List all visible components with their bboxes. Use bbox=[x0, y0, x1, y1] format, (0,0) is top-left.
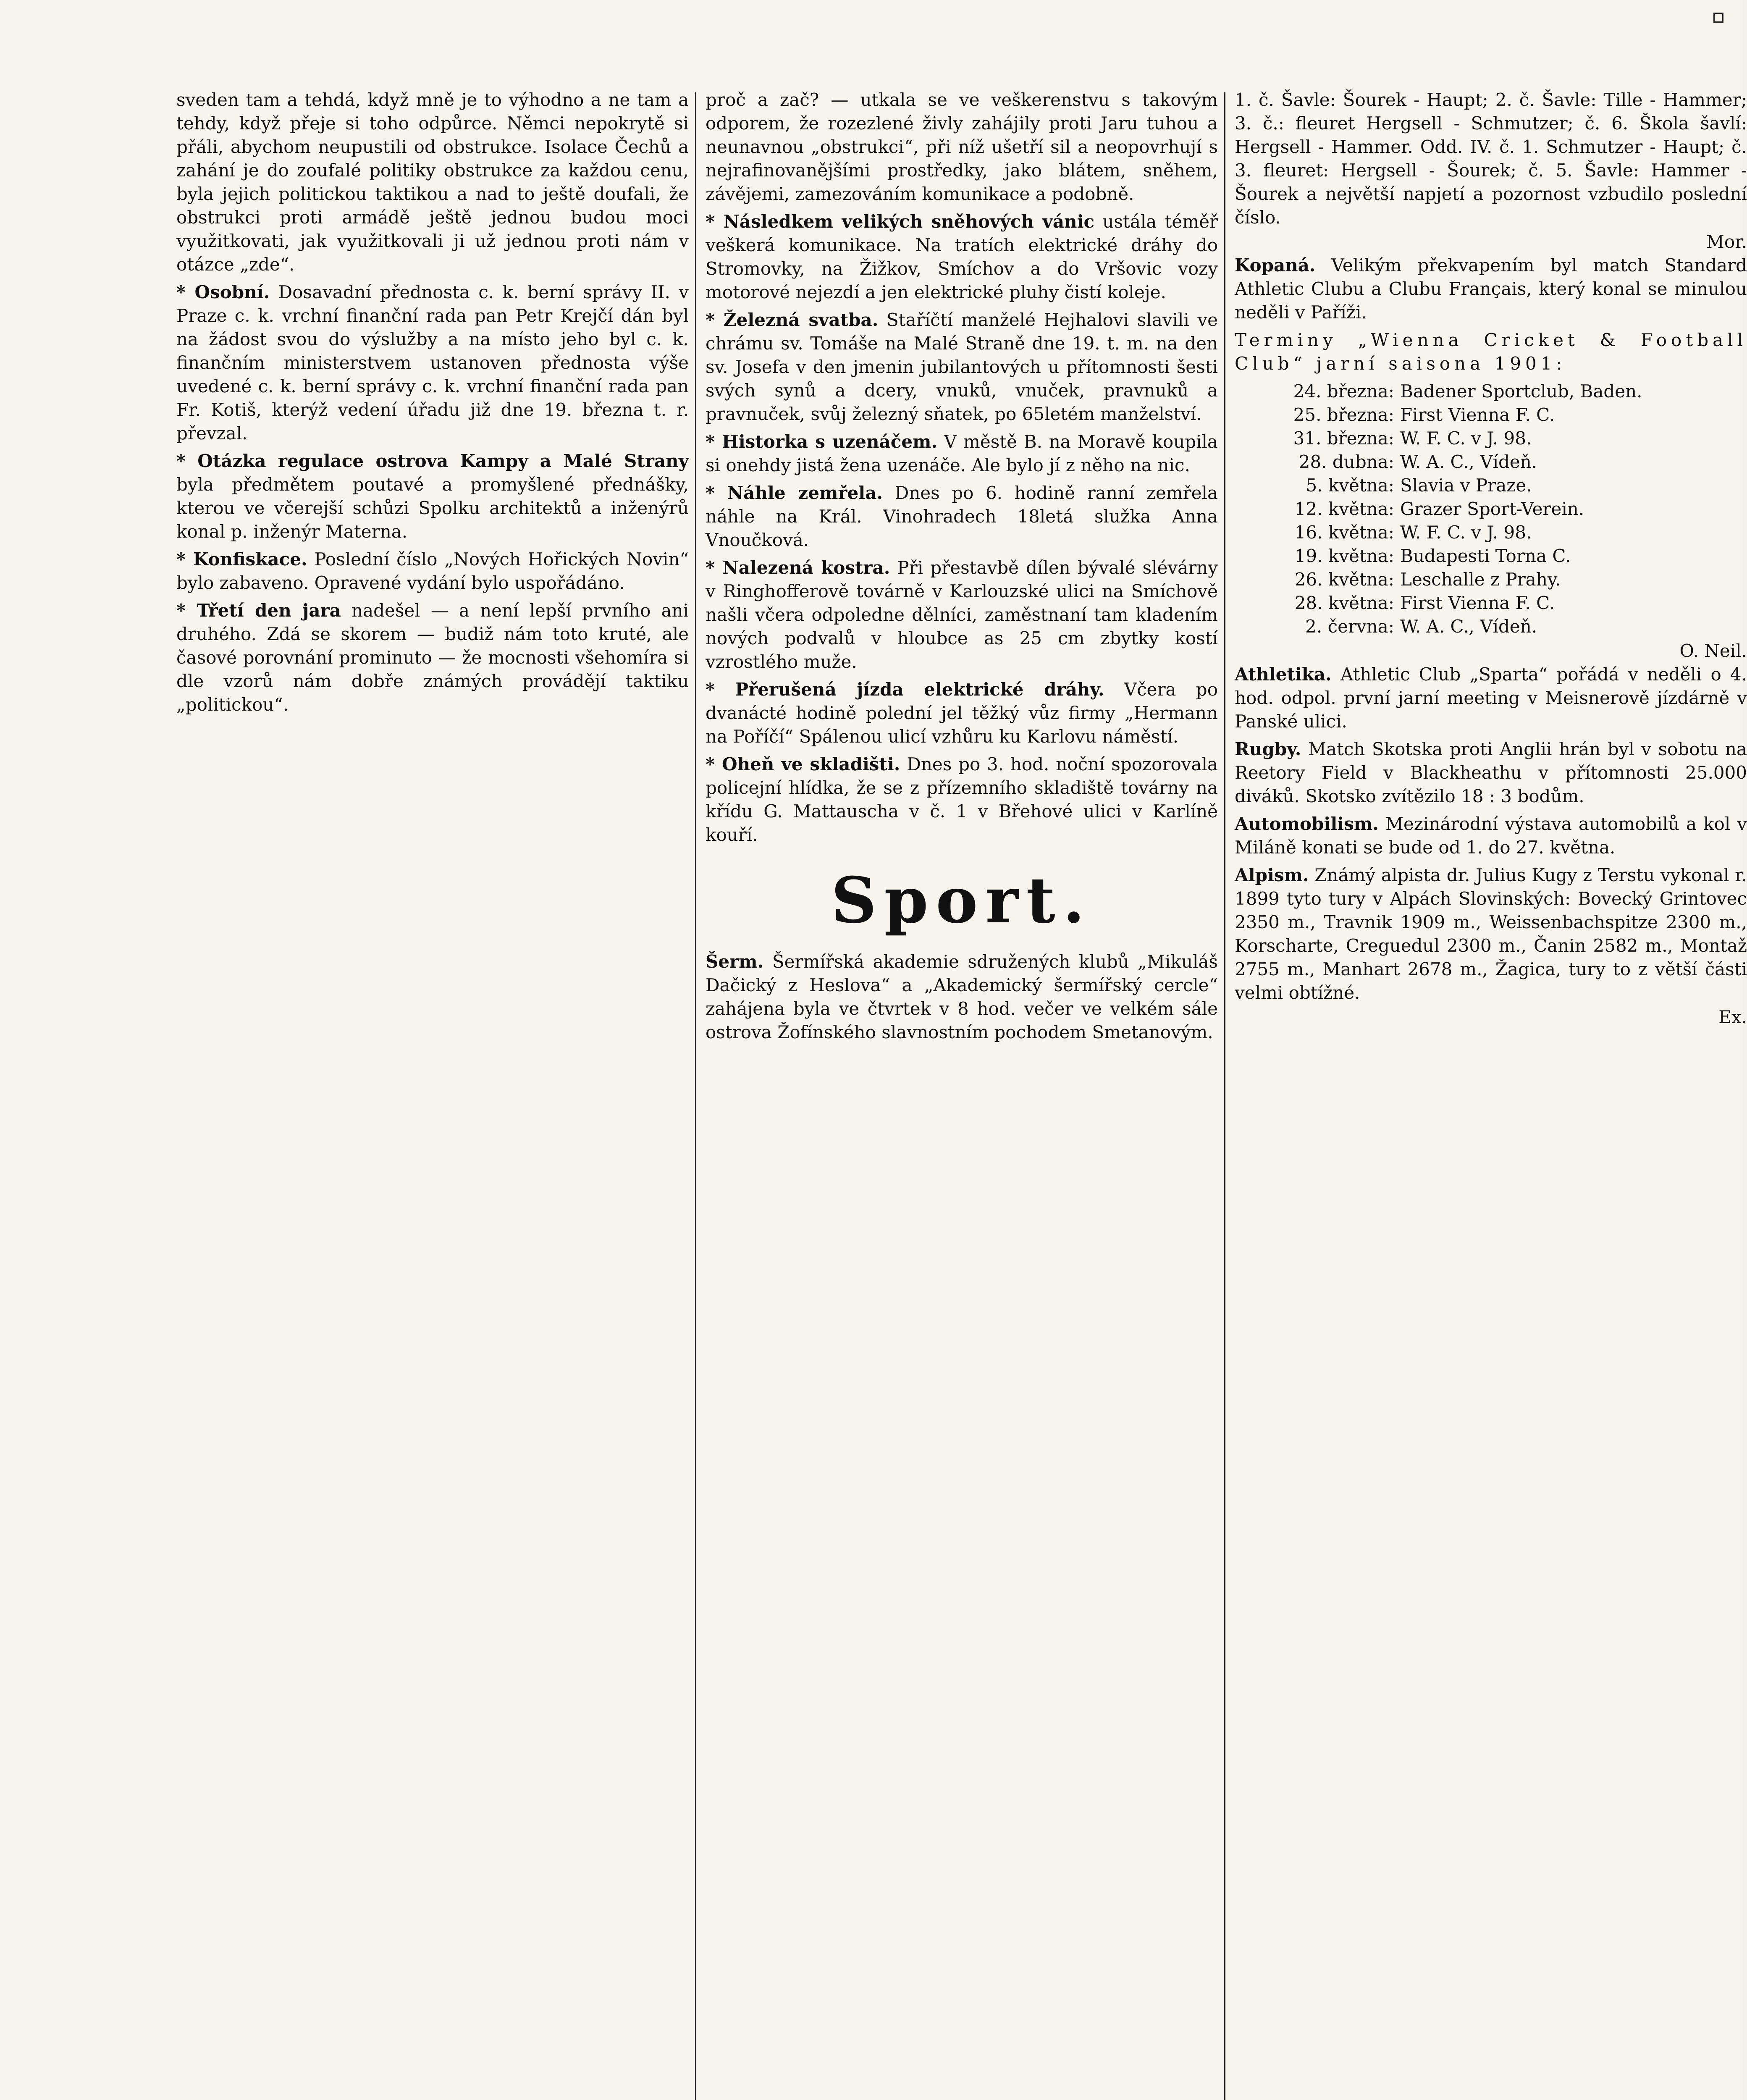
article-text: Šermířská akademie sdružených klubů „Mikuláš Dačický z Heslova“ a „Akademický šermířský cercle“ zahájena byla ve čtvrtek v 8 hod. večer ve velkém sále ostrova Žofínského slavnostním pochodem Smetanovým. bbox=[706, 951, 1218, 1042]
column-rule bbox=[695, 92, 696, 2100]
article-heading: * Nalezená kostra. bbox=[706, 557, 890, 578]
article bbox=[706, 308, 1218, 426]
fixture-team: Badener Sportclub, Baden. bbox=[1400, 381, 1642, 402]
fixture-team: W. A. C., Vídeň. bbox=[1400, 616, 1537, 637]
article bbox=[706, 678, 1218, 748]
fixture-row bbox=[1235, 497, 1747, 521]
article-text: ustála téměř veškerá komunikace. Na tratích elektrické dráhy do Stromovky, na Žižkov, Smíchov a do Vršovic vozy motorové nejezdí a jen elektrické pluhy čistí koleje. bbox=[706, 211, 1218, 302]
signature: Mor. bbox=[1706, 231, 1747, 252]
fixture-row bbox=[1235, 544, 1747, 568]
fixture-team: Slavia v Praze. bbox=[1400, 475, 1532, 496]
column-1 bbox=[176, 88, 689, 2100]
article bbox=[1235, 663, 1747, 733]
article bbox=[1235, 812, 1747, 859]
article bbox=[176, 449, 689, 543]
signature: O. Neil. bbox=[1679, 640, 1747, 661]
article-text: Při přestavbě dílen bývalé slévárny v Ringhofferově továrně v Karlouzské ulici na Smíchově našli včera odpoledne dělníci, zaměstnaní tam kladením nových podvalů v hloubce as 25 cm zbytky kostí vzrostlého muže. bbox=[706, 557, 1218, 672]
article-text: Match Skotska proti Anglii hrán byl v sobotu na Reetory Field v Blackheathu v přítomnosti 25.000 diváků. Skotsko zvítězilo 18 : 3 bodům. bbox=[1235, 739, 1747, 806]
fixture-row bbox=[1235, 450, 1747, 474]
article bbox=[706, 556, 1218, 674]
article bbox=[176, 281, 689, 445]
section-heading-sport: Sport. bbox=[831, 864, 1092, 937]
fixture-date: 28. května: bbox=[1294, 593, 1394, 613]
article bbox=[1235, 254, 1747, 324]
article-heading: Kopaná. bbox=[1235, 255, 1316, 276]
article bbox=[706, 950, 1218, 1044]
article-heading: * Železná svatba. bbox=[706, 310, 879, 330]
fixture-date: 31. března: bbox=[1293, 428, 1394, 449]
article-heading: * Následkem velikých sněhových vánic bbox=[706, 211, 1095, 232]
fixture-team: W. A. C., Vídeň. bbox=[1400, 452, 1537, 472]
column-rule bbox=[1224, 92, 1225, 2100]
fixture-date: 26. května: bbox=[1294, 569, 1394, 590]
article-text: Velikým překvapením byl match Standard Athletic Clubu a Clubu Français, který konal se minulou neděli v Paříži. bbox=[1235, 255, 1747, 323]
article-heading: * Náhle zemřela. bbox=[706, 483, 883, 503]
fixtures-heading: Terminy „Wienna Cricket & Football Club“ jarní saisona 1901: bbox=[1235, 330, 1747, 374]
article-text: Poslední číslo „Nových Hořických Novin“ bylo zabaveno. Opravené vydání bylo uspořádáno. bbox=[176, 549, 689, 593]
article-heading: Šerm. bbox=[706, 951, 764, 972]
fixture-date: 25. března: bbox=[1293, 404, 1394, 425]
column-3 bbox=[1235, 88, 1747, 2100]
article-heading: * Osobní. bbox=[176, 282, 270, 302]
fixture-team: First Vienna F. C. bbox=[1400, 404, 1555, 425]
fixture-date: 19. května: bbox=[1294, 546, 1394, 566]
fixture-row bbox=[1235, 474, 1747, 497]
fixtures-list bbox=[1235, 380, 1747, 638]
fixture-row bbox=[1235, 521, 1747, 544]
article bbox=[706, 481, 1218, 552]
article-heading: * Otázka regulace ostrova Kampy a Malé Strany bbox=[176, 451, 689, 471]
corner-mark bbox=[1713, 13, 1723, 23]
article-text: V městě B. na Moravě koupila si onehdy jistá žena uzenáče. Ale bylo jí z něho na nic. bbox=[706, 431, 1218, 475]
fixture-date: 16. května: bbox=[1294, 522, 1394, 543]
article-heading: Automobilism. bbox=[1235, 814, 1379, 834]
article-text: byla předmětem poutavé a promyšlené přednášky, kterou ve včerejší schůzi Spolku architektů a inženýrů konal p. inženýr Materna. bbox=[176, 474, 689, 542]
fixture-row bbox=[1235, 615, 1747, 638]
article-heading: * Přerušená jízda elektrické dráhy. bbox=[706, 679, 1104, 700]
article-text: Známý alpista dr. Julius Kugy z Terstu vykonal r. 1899 tyto tury v Alpách Slovinských: Bovecký Grintovec 2350 m., Travnik 1909 m., Weissenbachspitze 2300 m., Korscharte, Creguedul 2300 m., Čanin 2582 m., Montaž 2755 m., Manhart 2678 m., Žagica, tury to z větší části velmi obtížné. bbox=[1235, 865, 1747, 1003]
fixture-date: 12. května: bbox=[1294, 499, 1394, 519]
signature: Ex. bbox=[1718, 1007, 1747, 1027]
fixture-team: Leschalle z Prahy. bbox=[1400, 569, 1561, 590]
fixture-team: Budapesti Torna C. bbox=[1400, 546, 1571, 566]
article bbox=[706, 430, 1218, 477]
article-text: Dnes po 6. hodině ranní zemřela náhle na Král. Vinohradech 18letá služka Anna Vnoučková. bbox=[706, 483, 1218, 550]
article-text: Mezinárodní výstava automobilů a kol v Miláně konati se bude od 1. do 27. května. bbox=[1235, 814, 1747, 858]
article-heading: * Oheň ve skladišti. bbox=[706, 754, 900, 774]
fixture-row bbox=[1235, 380, 1747, 403]
article-heading: Alpism. bbox=[1235, 865, 1309, 885]
fixture-row bbox=[1235, 591, 1747, 615]
article-text: Dosavadní přednosta c. k. berní správy II. v Praze c. k. vrchní finanční rada pan Petr Krejčí dán byl na žádost svou do výslužby a na místo jeho byl c. k. finančním ministerstvem ustanoven přednosta výše uvedené c. k. berní správy c. k. vrchní finanční rada pan Fr. Kotiš, kterýž vedení úřadu již dne 19. března t. r. převzal. bbox=[176, 282, 689, 444]
article bbox=[706, 753, 1218, 847]
article bbox=[1235, 864, 1747, 1005]
article-heading: Rugby. bbox=[1235, 739, 1301, 759]
fixture-team: Grazer Sport-Verein. bbox=[1400, 499, 1584, 519]
article-text: sveden tam a tehdá, když mně je to výhodno a ne tam a tehdy, když přeje si toho odpůrce. Němci nepokrytě si přáli, abychom neupustili od obstrukce. Isolace Čechů a zahání je do zoufalé politiky obstrukce za každou cenu, byla jejich politickou taktikou a nad to ještě doufali, že obstrukci proti armádě ještě jednou budou moci využitkovati, jak využitkovali ji už jednou proti nám v otázce „zde“. bbox=[176, 89, 689, 275]
article-text: proč a zač? — utkala se ve veškerenstvu s takovým odporem, že rozezlené živly zahájily proti Jaru tuhou a neunavnou „obstrukci“, při níž ušetří sil a neopovrhují s nejrafinovanějšími prostředky, jako blátem, sněhem, závějemi, zamezováním komunikace a podobně. bbox=[706, 89, 1218, 204]
fixture-team: W. F. C. v J. 98. bbox=[1400, 428, 1532, 449]
article-text: nadešel — a není lepší prvního ani druhého. Zdá se skorem — budiž nám toto kruté, ale časové porovnání prominuto — že mocnosti všehomíra si dle vzorů nám dobře známých provádějí taktiku „politickou“. bbox=[176, 600, 689, 715]
article bbox=[1235, 738, 1747, 808]
article-text: Včera po dvanácté hodině polední jel těžký vůz firmy „Hermann na Poříčí“ Spálenou ulicí vzhůru ku Karlovu náměstí. bbox=[706, 679, 1218, 747]
article bbox=[176, 548, 689, 595]
article bbox=[176, 599, 689, 717]
fixture-date: 24. března: bbox=[1293, 381, 1394, 402]
fixture-team: W. F. C. v J. 98. bbox=[1400, 522, 1532, 543]
article-heading: Athletika. bbox=[1235, 664, 1332, 685]
fixture-row bbox=[1235, 568, 1747, 591]
fixture-date: 28. dubna: bbox=[1298, 452, 1394, 472]
column-2 bbox=[706, 88, 1218, 2100]
article-text: Athletic Club „Sparta“ pořádá v neděli o 4. hod. odpol. první jarní meeting v Meisnerově jízdárně v Panské ulici. bbox=[1235, 664, 1747, 732]
fixture-team: First Vienna F. C. bbox=[1400, 593, 1555, 613]
fixture-row bbox=[1235, 403, 1747, 427]
fixture-row bbox=[1235, 427, 1747, 450]
article-heading: * Historka s uzenáčem. bbox=[706, 431, 938, 452]
article-heading: * Třetí den jara bbox=[176, 600, 341, 621]
article-text: Staříčtí manželé Hejhalovi slavili ve chrámu sv. Tomáše na Malé Straně dne 19. t. m. na den sv. Josefa v den jmenin jubilantových u přítomnosti šesti svých synů a dcery, vnuků, vnuček, pravnuků a pravnuček, svůj železný sňatek, po 65letém manželství. bbox=[706, 310, 1218, 424]
article-text: Dnes po 3. hod. noční spozorovala policejní hlídka, že se z přízemního skladiště továrny na křídu G. Mattauscha v č. 1 v Břehové ulici v Karlíně kouří. bbox=[706, 754, 1218, 845]
article-heading: * Konfiskace. bbox=[176, 549, 307, 570]
fixture-date: 2. června: bbox=[1305, 616, 1394, 637]
article bbox=[706, 210, 1218, 304]
article-text: 1. č. Šavle: Šourek - Haupt; 2. č. Šavle: Tille - Hammer; 3. č.: fleuret Hergsell - Schmutzer; č. 6. Škola šavlí: Hergsell - Hammer. Odd. IV. č. 1. Schmutzer - Haupt; č. 3. fleuret: Hergsell - Šourek; č. 5. Šavle: Hammer - Šourek a největší napjetí a pozornost vzbudilo poslední číslo. bbox=[1235, 89, 1747, 228]
fixture-date: 5. května: bbox=[1306, 475, 1394, 496]
